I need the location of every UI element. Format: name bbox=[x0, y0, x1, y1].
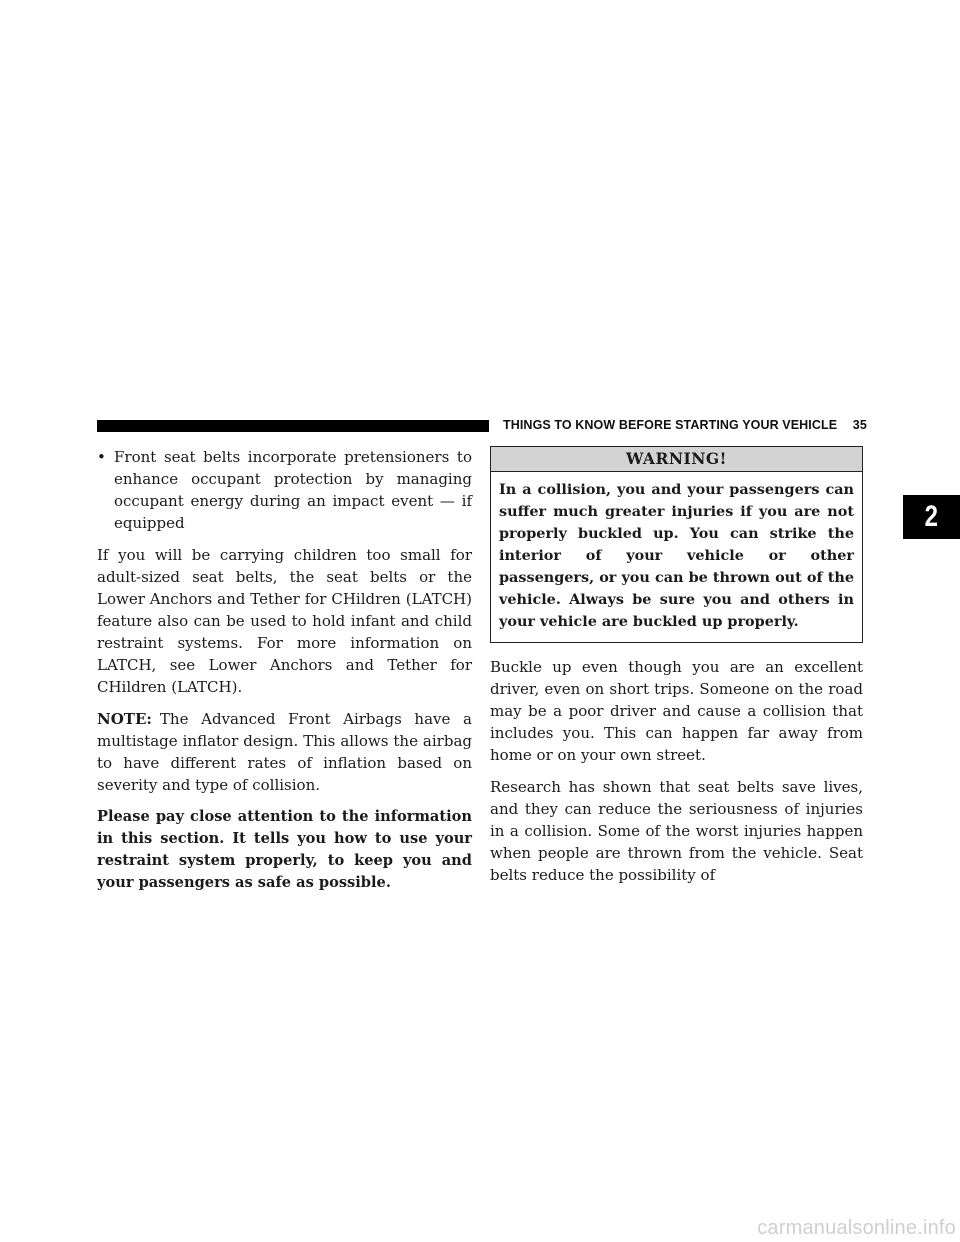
body-paragraph: Buckle up even though you are an excellent driver, even on short trips. Someone on the road may be a poor driver and cause a collision that includes you. This can happen far away from home or on your own street. bbox=[490, 658, 863, 764]
chapter-tab bbox=[903, 495, 960, 539]
emphasis-paragraph: Please pay close attention to the information in this section. It tells you how to use your restraint system properly, to keep you and your passengers as safe as possible. bbox=[97, 808, 472, 891]
right-column bbox=[490, 446, 863, 896]
body-paragraph: Research has shown that seat belts save lives, and they can reduce the seriousness of injuries in a collision. Some of the worst injuries happen when people are thrown from the vehicle. Seat belts reduce the possibility of bbox=[490, 778, 863, 884]
header-bar bbox=[97, 420, 489, 432]
warning-box bbox=[490, 446, 863, 643]
left-column bbox=[97, 446, 472, 904]
bullet-icon: • bbox=[97, 448, 106, 466]
body-paragraph: If you will be carrying children too small for adult-sized seat belts, the seat belts or the Lower Anchors and Tether for CHildren (LATCH) feature also can be used to hold infant and child restraint systems. For more information on LATCH, see Lower Anchors and Tether for CHildren (LATCH). bbox=[97, 546, 472, 696]
warning-title: WARNING! bbox=[491, 447, 862, 472]
watermark: carmanualsonline.info bbox=[757, 1217, 956, 1239]
page-number: 35 bbox=[852, 418, 867, 432]
running-header bbox=[503, 418, 867, 432]
note-label: NOTE: bbox=[97, 710, 152, 728]
warning-text: In a collision, you and your passengers can suffer much greater injuries if you are not properly buckled up. You can strike the interior of your vehicle or other passengers, or you can be thrown out of the vehicle. Always be sure you and others in your vehicle are buckled up properly. bbox=[499, 481, 854, 630]
section-title: THINGS TO KNOW BEFORE STARTING YOUR VEHICLE bbox=[503, 418, 838, 432]
note-text: The Advanced Front Airbags have a multistage inflator design. This allows the airbag to have different rates of inflation based on severity and type of collision. bbox=[97, 710, 472, 794]
bullet-item bbox=[97, 446, 472, 534]
bullet-text: Front seat belts incorporate pretensioners to enhance occupant protection by managing occupant energy during an impact event — if equipped bbox=[114, 448, 472, 532]
note-paragraph bbox=[97, 708, 472, 796]
chapter-number: 2 bbox=[924, 500, 939, 533]
